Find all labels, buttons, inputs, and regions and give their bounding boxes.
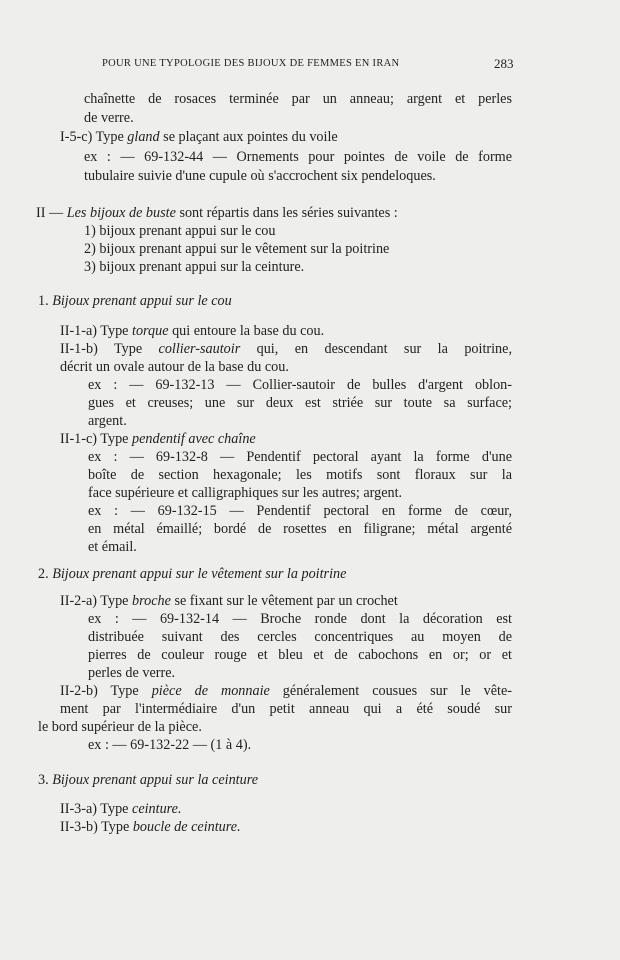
item-type: boucle de ceinture.	[132, 819, 241, 835]
text-line: le bord supérieur de la pièce.	[38, 719, 202, 735]
item-code: I-5-c) Type	[60, 129, 128, 145]
section-desc: sont répartis dans les séries suivantes :	[175, 205, 398, 221]
text-line: face supérieure et calligraphiques sur les autres; argent.	[88, 485, 403, 501]
subsection-title: Bijoux prenant appui sur la ceinture	[52, 772, 259, 788]
example-line: ex : — 69-132-15 — Pendentif pectoral en forme de cœur,	[88, 503, 512, 519]
example-line: ex : — 69-132-8 — Pendentif pectoral ayant la forme d'une	[88, 449, 512, 465]
item-heading	[60, 128, 338, 146]
subsection-heading	[38, 292, 232, 310]
item-type: gland	[127, 129, 160, 145]
item-code: II-1-b) Type	[60, 341, 159, 357]
item-code: II-2-b) Type	[60, 683, 152, 699]
list-item: 3) bijoux prenant appui sur la ceinture.	[84, 259, 305, 275]
item-code: II-1-a) Type	[60, 323, 133, 339]
item-heading	[60, 322, 324, 340]
example-line: ex : — 69-132-13 — Collier-sautoir de bulles d'argent oblon-	[88, 377, 512, 393]
item-type: torque	[132, 323, 169, 339]
item-code: II-1-c) Type	[60, 431, 133, 447]
section-title: Les bijoux de buste	[66, 205, 176, 221]
item-desc: qui entoure la base du cou.	[168, 323, 325, 339]
item-type: collier-sautoir	[158, 341, 241, 357]
text-line: pierres de couleur rouge et bleu et de cabochons en or; or et	[88, 647, 512, 663]
item-type: broche	[132, 593, 171, 609]
item-heading	[60, 430, 256, 448]
section-heading	[36, 204, 398, 222]
section-number: II —	[36, 205, 67, 221]
item-desc: généralement cousues sur le vête-	[269, 683, 512, 699]
item-code: II-3-a) Type	[60, 801, 133, 817]
text-line: tubulaire suivie d'une cupule où s'accrochent six pendeloques.	[84, 168, 436, 184]
text-line: gues et creuses; une sur deux est striée sur toute sa surface;	[88, 395, 512, 411]
text-line: distribuée suivant des cercles concentriques au moyen de	[88, 629, 512, 645]
subsection-number: 1.	[38, 293, 53, 309]
subsection-heading	[38, 771, 258, 789]
example-line: ex : — 69-132-14 — Broche ronde dont la décoration est	[88, 611, 512, 627]
example-line: ex : — 69-132-22 — (1 à 4).	[88, 737, 252, 753]
item-code: II-2-a) Type	[60, 593, 133, 609]
subsection-title: Bijoux prenant appui sur le vêtement sur la poitrine	[52, 566, 347, 582]
example-line: ex : — 69-132-44 — Ornements pour pointes de voile de forme	[84, 149, 512, 165]
text-line: de verre.	[84, 110, 134, 126]
item-type: pièce de monnaie	[151, 683, 270, 699]
text-line: boîte de section hexagonale; les motifs sont floraux sur la	[88, 467, 512, 483]
subsection-number: 2.	[38, 566, 53, 582]
item-heading	[60, 340, 512, 358]
subsection-number: 3.	[38, 772, 53, 788]
list-item: 2) bijoux prenant appui sur le vêtement sur la poitrine	[84, 241, 390, 257]
subsection-title: Bijoux prenant appui sur le cou	[52, 293, 232, 309]
item-desc: se plaçant aux pointes du voile	[159, 129, 338, 145]
item-type: ceinture.	[132, 801, 182, 817]
text-line: en métal émaillé; bordé de rosettes en filigrane; métal argenté	[88, 521, 512, 537]
text-line: chaînette de rosaces terminée par un anneau; argent et perles	[84, 91, 512, 107]
text-line: et émail.	[88, 539, 137, 555]
page-number: 283	[494, 56, 514, 71]
text-line: ment par l'intermédiaire d'un petit anneau qui a été soudé sur	[60, 701, 512, 717]
item-desc: qui, en descendant sur la poitrine,	[240, 341, 512, 357]
item-heading	[60, 818, 241, 836]
list-item: 1) bijoux prenant appui sur le cou	[84, 223, 276, 239]
item-code: II-3-b) Type	[60, 819, 133, 835]
text-line: argent.	[88, 413, 127, 429]
text-line: perles de verre.	[88, 665, 176, 681]
item-type: pendentif avec chaîne	[132, 431, 256, 447]
running-title: POUR UNE TYPOLOGIE DES BIJOUX DE FEMMES EN IRAN	[102, 58, 400, 69]
text-line: décrit un ovale autour de la base du cou.	[60, 359, 289, 375]
item-desc: se fixant sur le vêtement par un crochet	[170, 593, 398, 609]
item-heading	[60, 682, 512, 700]
item-heading	[60, 800, 182, 818]
item-heading	[60, 592, 398, 610]
subsection-heading	[38, 565, 346, 583]
